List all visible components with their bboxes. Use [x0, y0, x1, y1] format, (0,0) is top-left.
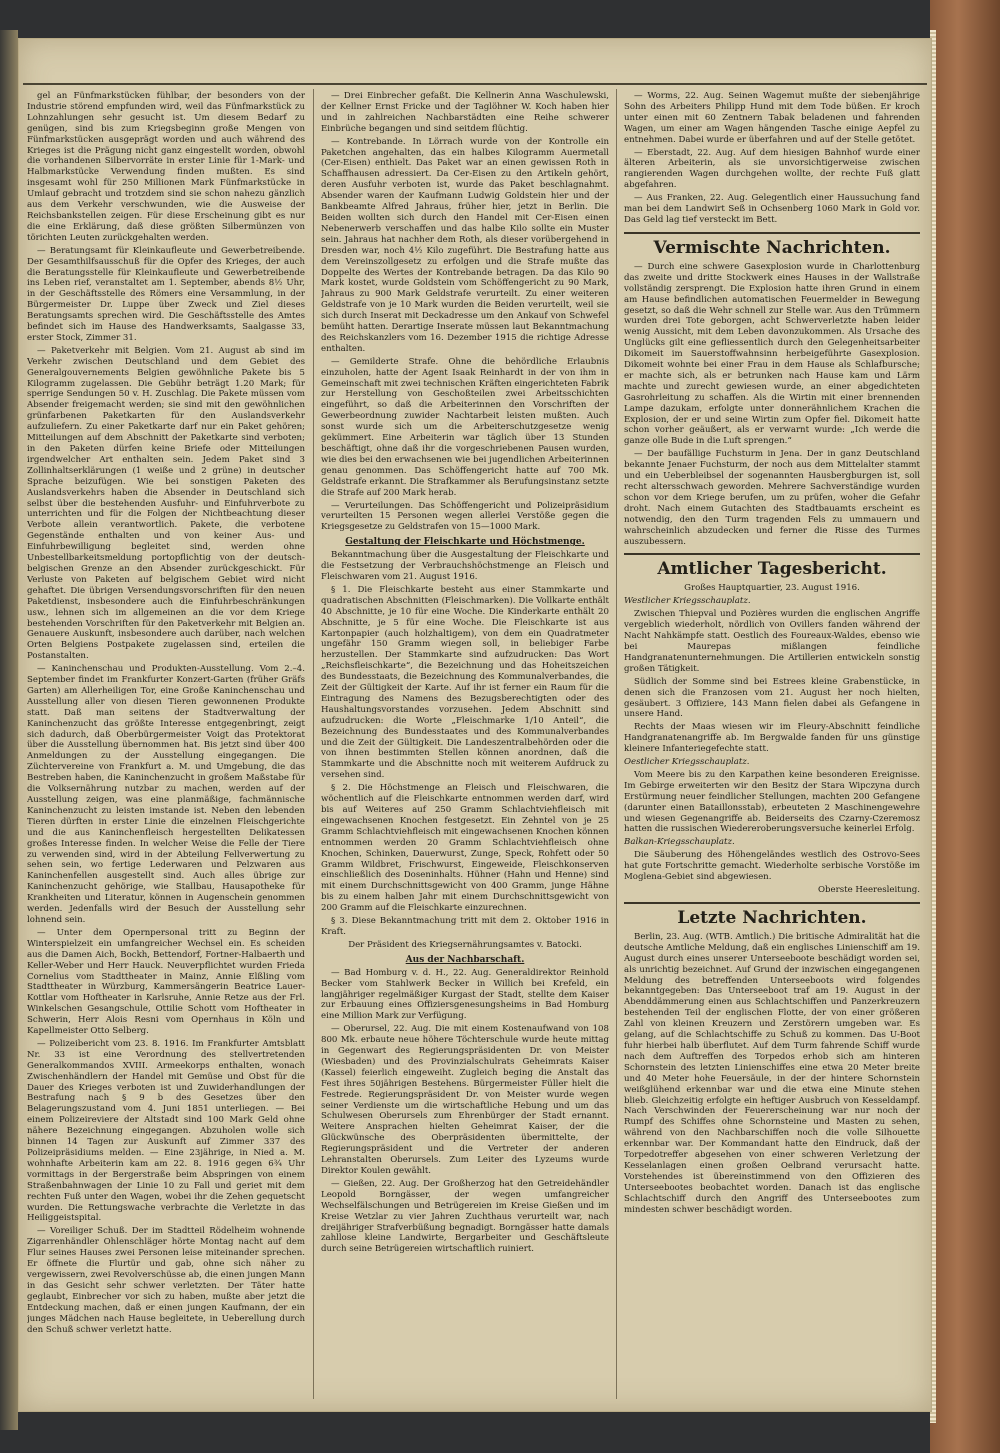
fleisch-signature: Der Präsident des Kriegsernährungsamtes v. Batocki. — [348, 939, 582, 950]
article-berlin: Berlin, 23. Aug. (WTB. Amtlich.) Die britische Admiralität hat die deutsche Amtliche Meldung, daß ein englisches Linienschiff am 19. August durch eines unserer Unterseeboote beschädigt worden sei, als unrichtig bezeichnet. Auf Grund der inzwischen eingegangenen Meldung des betreffenden Unterseeboots wird folgendes bekanntgegeben: Das Unterseeboot traf am 19. August in der Abenddämmerung einen aus Schlachtschiffen und Panzerkreuzern bestehenden Teil der englischen Flotte, der von einer größeren Zahl von kleinen Kreuzern und Zerstörern umgeben war. Es gelang, auf die Schlachtschiffe zu Schuß zu kommen. Das U-Boot fuhr hierbei halb überflutet. Auf dem Turm fahrende Schiff wurde nach dem Auftreffen des Torpedos erhob sich am hinteren Schornstein des letzten Linienschiffes eine etwa 20 Meter breite und 40 Meter hohe Feuersäule, in der der hintere Schornstein weißglühend erkennbar war und die etwa eine Minute stehen blieb. Gleichzeitig erfolgte ein heftiger Ausbruch von Kesseldampf. Nach Verschwinden der Feuererscheinung war nur noch der Rumpf des Schiffes ohne Schornsteine und Masten zu sehen, während von den Nachbarschiffen noch die volle Silhouette erkennbar war. Der Kommandant hatte den Eindruck, daß der Torpedotreffer abgesehen von einer schweren Verletzung der Kesselanlagen einen großen Oelbrand verursacht hatte. Vorstehendes ist übereinstimmend von den Offizieren des Unterseebootes beobachtet worden. Danach ist das englische Schlachtschiff durch den Angriff des Unterseebootes zum mindesten schwer beschädigt worden. — [624, 931, 920, 1215]
column-3 — [624, 91, 920, 1399]
article-fuchsturm: — Der baufällige Fuchsturm in Jena. Der in ganz Deutschland bekannte Jenaer Fuchsturm, der noch aus dem Mittelalter stammt und ein Ueberbleibsel der sogenannten Hausbergburgen ist, soll recht altersschwach geworden. Mehrere Sachverständige wurden schon vor dem Kriege berufen, um zu prüfen, woher die Gefahr droht. Nach einem Gutachten des Stadtbauamts erscheint es notwendig, den den Turm tragenden Fels zu ummauern und wahrscheinlich abzudecken und ferner die Risse des Turmes auszubessern. — [624, 449, 920, 547]
article-worms: — Worms, 22. Aug. Seinen Wagemut mußte der siebenjährige Sohn des Arbeiters Philipp Hund mit dem Tode büßen. Er kroch unter einen mit 60 Zentnern Tabak beladenen und fahrenden Wagen, um einer am Wagen hängenden Tasche einige Aepfel zu entnehmen. Dabei wurde er überfahren und auf der Stelle getötet. — [624, 91, 920, 145]
amtlich-balkan-1: Die Säuberung des Höhengeländes westlich des Ostrovo-Sees hat gute Fortschritte gemacht. Wiederholte serbische Vorstöße im Moglena-Gebiet sind abgewiesen. — [624, 850, 920, 883]
amtlich-west-3: Rechts der Maas wiesen wir im Fleury-Abschnitt feindliche Handgranatenangriffe ab. Im Bergwalde fanden für uns günstige kleinere Infanteriegefechte statt. — [624, 722, 920, 755]
article-paketverkehr: — Paketverkehr mit Belgien. Vom 21. August ab sind im Verkehr zwischen Deutschland und dem Gebiet des Generalgouvernements Belgien gewöhnliche Pakete bis 5 Kilogramm zugelassen. Die Gebühr beträgt 1.20 Mark; für sperrige Sendungen 50 v. H. Zuschlag. Die Pakete müssen vom Absender freigemacht werden; sie sind mit den gewöhnlichen grünfarbenen Paketkarten für den Auslandsverkehr aufzuliefern. Zu einer Paketkarte darf nur ein Paket gehören; Mitteilungen auf dem Abschnitt der Paketkarte sind verboten; in den Paketen dürfen keine Briefe oder Mitteilungen irgendwelcher Art enthalten sein. Jedem Paket sind 3 Zollinhaltserklärungen (1 weiße und 2 grüne) in deutscher Sprache beizufügen. Wie bei sonstigen Paketen des Auslandsverkehrs haben die Absender in Deutschland sich selbst über die bestehenden Ausfuhr- und Einfuhrverbote zu unterrichten und für die Folgen der Nichtbeachtung dieser Verbote allein verantwortlich. Pakete, die verbotene Gegenstände enthalten und von keiner Aus- und Einfuhrbewilligung begleitet sind, werden ohne Unbestellbarkeitsmeldung portopflichtig von der deutsch-belgischen Grenze an den Absender zurückgeschickt. Für Verluste von Paketen auf belgischem Gebiet wird nicht gehaftet. Die übrigen Versendungsvorschriften für den neuen Paketdienst, insbesondere auch die Einfuhrbeschränkungen usw., lehnen sich im allgemeinen an die vor dem Kriege bestehenden Vorschriften für den Paketverkehr mit Belgien an. Genauere Auskunft, insbesondere auch darüber, nach welchen Orten Belgiens Postpakete zugelassen sind, erteilen die Postanstalten. — [27, 345, 305, 662]
binding-left-edge — [0, 30, 18, 1430]
heading-letzte: Letzte Nachrichten. — [624, 902, 920, 928]
heading-vermischte: Vermischte Nachrichten. — [624, 232, 920, 258]
book-spine — [930, 0, 1000, 1453]
article-voreiliger-schuss: — Voreiliger Schuß. Der im Stadtteil Rödelheim wohnende Zigarrenhändler Ohlenschläger hörte Montag nacht auf dem Flur seines Hauses zwei Personen leise miteinander sprechen. Er öffnete die Flurtür und gab, ohne sich näher zu vergewissern, zwei Revolverschüsse ab, die einen jungen Mann in das Gesicht sehr schwer verletzten. Der Täter hatte geglaubt, Einbrecher vor sich zu haben, mußte aber jetzt die Entdeckung machen, daß er einen jungen Kaufmann, der ein junges Mädchen nach Hause begleitete, in Ueberellung durch den Schuß schwer verletzt hatte. — [27, 1226, 305, 1335]
fleisch-paragraph-1: § 1. Die Fleischkarte besteht aus einer Stammkarte und quadratischen Abschnitten (Fleischmarken). Die Vollkarte enthält 40 Abschnitte, je 10 für eine Woche. Die Kinderkarte enthält 20 Abschnitte, je 5 für eine Woche. Die Fleischkarte ist aus Kartonpapier (auch holzhaltigem), von dem ein Quadratmeter ungefähr 150 Gramm wiegen soll, in beliebiger Farbe herzustellen. Der Stammkarte sind aufzudrucken: Das Wort „Reichsfleischkarte“, die Bezeichnung und das Hoheitszeichen des Bundesstaats, die Bezeichnung des Kommunalverbandes, die Zeit der Gültigkeit der Karte. Auf ihr ist ferner ein Raum für die Eintragung des Namens des Bezugsberechtigten oder des Haushaltungsvorstandes vorzusehen. Jedem Abschnitt sind aufzudrucken: die Worte „Fleischmarke 1/10 Anteil“, die Bezeichnung des Bundesstaates und des Kommunalverbandes und die Zeit der Gültigkeit. Die Landeszentralbehörden oder die von ihnen bestimmten Stellen können anordnen, daß die Stammkarte und die Abschnitte noch mit weiterem Aufdruck zu versehen sind. — [321, 584, 609, 781]
article-einbrecher: — Drei Einbrecher gefaßt. Die Kellnerin Anna Waschulewski, der Kellner Ernst Fricke und der Taglöhner W. Koch haben hier und in zahlreichen Nachbarstädten eine Reihe schwerer Einbrüche begangen und sind seitdem flüchtig. — [321, 91, 609, 134]
column-divider — [313, 89, 314, 1399]
article-gemilderte-strafe: — Gemilderte Strafe. Ohne die behördliche Erlaubnis einzuholen, hatte der Agent Isaak Reinhardt in der von ihm in Gemeinschaft mit zwei technischen Kräften eingerichteten Fabrik zur Herstellung von Geschoßteilen zwei Arbeitsschichten eingeführt, so daß die Arbeiterinnen den Vorschriften der Gewerbeordnung zuwider Nachtarbeit leisten mußten. Auch sonst wurde sich um die Arbeiterschutzgesetze wenig gekümmert. Eine Arbeiterin war täglich über 13 Stunden beschäftigt, ohne daß ihr die vorgeschriebenen Pausen wurden, wie dies bei den erwachsenen wie bei jugendlichen Arbeiterinnen genau genommen. Das Schöffengericht hatte auf 700 Mk. Geldstrafe erkannt. Die Strafkammer als Berufungsinstanz setzte die Strafe auf 200 Mark herab. — [321, 356, 609, 498]
newspaper-page — [18, 38, 932, 1412]
amtlich-dateline: Großes Hauptquartier, 23. August 1916. — [684, 583, 860, 594]
column-divider — [616, 89, 617, 1399]
article-kaninchenschau: — Kaninchenschau und Produkten-Ausstellung. Vom 2.–4. September findet im Frankfurter Konzert-Garten (früher Gräfs Garten) am Allerheiligen Tor, eine Große Kaninchenschau und Ausstellung aller von diesen Tieren gewonnenen Produkte statt. Daß man seitens der Stadtverwaltung der Kaninchenzucht das größte Interesse entgegenbringt, zeigt sich dadurch, daß Oberbürgermeister Voigt das Protektorat über die Ausstellung übernommen hat. Bis jetzt sind über 400 Anmeldungen zu der Ausstellung eingegangen. Die Züchtervereine von Frankfurt a. M. und Umgebung, die das Bestreben haben, die Kaninchenzucht in großem Maßstabe für die Volksernährung nutzbar zu machen, werden auf der Ausstellung zeigen, was eine planmäßige, fachmännische Kaninchenzucht zu leisten imstande ist. Neben den lebenden Tieren dürften in erster Linie die einzelnen Fleischgerichte und die aus Kaninchenfleisch hergestellten Delikatessen großes Interesse finden. In welcher Weise die Felle der Tiere zu verwenden sind, wird in der Abteilung Fellverwertung zu sehen sein, wo fertige Lederwaren und Pelzwaren aus Kaninchenfellen ausgestellt sind. Auch alles übrige zur Kaninchenzucht gehörige, wie Stallbau, Hausapotheke für Krankheiten und Literatur, können in Augenschein genommen werden. Jedenfalls wird der Besuch der Ausstellung sehr lohnend sein. — [27, 664, 305, 925]
amtlich-ost-1: Vom Meere bis zu den Karpathen keine besonderen Ereignisse. Im Gebirge erweiterten wir den Besitz der Stara Wipczyna durch Erstürmung neuer feindlicher Stellungen, machten 200 Gefangene (darunter einen Bataillonsstab), erbeuteten 2 Maschinengewehre und wiesen Gegenangriffe ab. Beiderseits des Czarny-Czeremosz hatten die russischen Wiedereroberungsversuche keinerlei Erfolg. — [624, 769, 920, 835]
article-oberursel: — Oberursel, 22. Aug. Die mit einem Kostenaufwand von 108 800 Mk. erbaute neue höhere Töchterschule wurde heute mittag in Gegenwart des Regierungspräsidenten Dr. von Meister (Wiesbaden) und des Provinzialschulrats Geheimrats Kaiser (Kassel) feierlich eingeweiht. Zugleich beging die Anstalt das Fest ihres 50jährigen Bestehens. Bürgermeister Füller hielt die Festrede. Regierungspräsident Dr. von Meister wurde wegen seiner Verdienste um die wirtschaftliche Hebung und um das Schulwesen Oberursels zum Ehrenbürger der Stadt ernannt. Weitere Ansprachen hielten Geheimrat Kaiser, der die Glückwünsche des Oberpräsidenten übermittelte, der Regierungspräsident und die Vertreter der anderen Lehranstalten Oberursels. Zum Leiter des Lyzeums wurde Direktor Koulen gewählt. — [321, 1024, 609, 1176]
amtlich-west-2: Südlich der Somme sind bei Estrees kleine Grabenstücke, in denen sich die Franzosen vom 21. August her noch hielten, gesäubert. 3 Offiziere, 143 Mann fielen dabei als Gefangene in unsere Hand. — [624, 676, 920, 720]
column-1 — [27, 91, 305, 1399]
column-2 — [321, 91, 609, 1399]
amtlich-west-1: Zwischen Thiepval und Pozières wurden die englischen Angriffe vergeblich wiederholt, nördlich von Ovillers fanden während der Nacht Nahkämpfe statt. Oestlich des Foureaux-Waldes, ebenso wie bei Maurepas mißlangen feindliche Handgranatenunternehmungen. Die Artillerien entwickeln sonstig großen Tätigkeit. — [624, 609, 920, 674]
heading-nachbarschaft: Aus der Nachbarschaft. — [405, 954, 525, 965]
fleisch-paragraph-3: § 3. Diese Bekanntmachung tritt mit dem 2. Oktober 1916 in Kraft. — [321, 916, 609, 937]
article-beratungsamt: — Beratungsamt für Kleinkaufleute und Gewerbetreibende. Der Gesamthilfsausschuß für die Opfer des Krieges, der auch die Beratungsstelle für Kleinkaufleute und Gewerbetreibende ins Leben rief, veranstaltet am 1. September, abends 8½ Uhr, in der Geschäftsstelle des Römers eine Versammlung, in der Bürgermeister Dr. Luppe über Zweck und Ziel dieses Beratungsamts sprechen wird. Die Geschäftsstelle des Amtes befindet sich im Hause des Handwerksamts, Saalgasse 33, erster Stock, Zimmer 31. — [27, 245, 305, 343]
amtlich-balkan-heading: Balkan-Kriegsschauplatz. — [624, 837, 735, 848]
fleisch-paragraph-2: § 2. Die Höchstmenge an Fleisch und Fleischwaren, die wöchentlich auf die Fleischkarte entnommen werden darf, wird bis auf Weiteres auf 250 Gramm Schlachtviehfleisch mit eingewachsenen Knochen festgesetzt. Ein Zehntel von je 25 Gramm Schlachtviehfleisch mit eingewachsenen Knochen können entnommen werden 20 Gramm Schlachtviehfleisch ohne Knochen, Schinken, Dauerwurst, Zunge, Speck, Rohfett oder 50 Gramm Wildbret, Frischwurst, Eingeweide, Fleischkonserven einschließlich des Doseninhalts. Hühner (Hahn und Henne) sind mit einem Durchschnittsgewicht von 400 Gramm, junge Hähne bis zu einem halben Jahr mit einem Durchschnittsgewicht von 200 Gramm auf die Fleischkarte einzurechnen. — [321, 783, 609, 914]
article-eberstadt: — Eberstadt, 22. Aug. Auf dem hiesigen Bahnhof wurde einer älteren Arbeiterin, als sie unvorsichtigerweise zwischen rangierenden Wagen durchgehen wollte, der rechte Fuß glatt abgefahren. — [624, 147, 920, 191]
article-giessen: — Gießen, 22. Aug. Der Großherzog hat den Getreidehändler Leopold Borngässer, der wegen umfangreicher Wechselfälschungen und Betrügereien im Kreise Gießen und im Kreise Wetzlar zu vier Jahren Zuchthaus verurteilt war, nach dreijähriger Strafverbüßung begnadigt. Borngässer hatte damals zahllose kleine Landwirte, Bergarbeiter und Geschäftsleute durch seine Betrügereien wirtschaftlich ruiniert. — [321, 1178, 609, 1255]
article-fuenfmark: gel an Fünfmarkstücken fühlbar, der besonders von der Industrie störend empfunden wird, weil das Fünfmarkstück zu Lohnzahlungen sehr gesucht ist. Um diesem Bedarf zu genügen, sind bis zum Kriegsbeginn große Mengen von Fünfmarkstücken ausgeprägt worden und auch während des Krieges ist die Prägung nicht ganz eingestellt worden, obwohl die vorhandenen Silbervorräte in erster Linie für 1-Mark- und Halbmarkstücke Verwendung finden mußten. Es sind insgesamt wohl für 250 Millionen Mark Fünfmarkstücke in Umlauf gebracht und trotzdem sind sie schon nahezu gänzlich aus dem Verkehr verschwunden, wie die Ausweise der Reichsbankstellen zeigen. Für diese Erscheinung gibt es nur die eine Erklärung, daß diese größten Silbermünzen von törichten Leuten zurückgehalten werden. — [27, 91, 305, 243]
amtlich-ost-heading: Oestlicher Kriegsschauplatz. — [624, 757, 750, 768]
amtlich-west-heading: Westlicher Kriegsschauplatz. — [624, 596, 751, 607]
heading-fleischkarte: Gestaltung der Fleischkarte und Höchstmenge. — [345, 537, 585, 548]
article-opernpersonal: — Unter dem Opernpersonal tritt zu Beginn der Winterspielzeit ein umfangreicher Wechsel ein. Es scheiden aus die Damen Aich, Bockh, Bettendorf, Fortner-Halbaerth und Keller-Weber und Herr Hauck. Neuverpflichtet wurden Frieda Cornelius vom Stadttheater in Mainz, Annie Elßling vom Stadttheater in Würzburg, Kammersängerin Beatrice Lauer-Kottlar vom Hoftheater in Karlsruhe, Annie Retze aus der Frl. Winkelschen Gesangschule, Ottilie Schott vom Hoftheater in Schwerin, Herr Alois Resni vom Opernhaus in Köln und Kapellmeister Otto Selberg. — [27, 927, 305, 1037]
article-polizeibericht: — Polizeibericht vom 23. 8. 1916. Im Frankfurter Amtsblatt Nr. 33 ist eine Verordnung des stellvertretenden Generalkommandos XVIII. Armeekorps enthalten, wonach Zwischenhändlern der Handel mit Gemüse und Obst für die Dauer des Krieges verboten ist und Zuwiderhandlungen der Bestrafung nach § 9 b des Gesetzes über den Belagerungszustand vom 4. Juni 1851 unterliegen. — Bei einem Polizeireviere der Altstadt sind 100 Mark Geld ohne nähere Bezeichnung eingegangen. Abzuholen wolle sich binnen 14 Tagen zur Auskunft auf Zimmer 337 des Polizeipräsidiums melden. — Eine 23jährige, in Nied a. M. wohnhafte Arbeiterin kam am 22. 8. 1916 gegen 6¾ Uhr vormittags in der Bergerstraße beim Abspringen von einem Straßenbahnwagen der Linie 10 zu Fall und geriet mit dem rechten Fuß unter den Wagen, wobei ihr die Zehen gequetscht wurden. Die Rettungswache verbrachte die Verletzte in das Heiliggeistspital. — [27, 1038, 305, 1224]
article-franken: — Aus Franken, 22. Aug. Gelegentlich einer Haussuchung fand man bei dem Landwirt Seß in Ochsenberg 1060 Mark in Gold vor. Das Geld lag tief versteckt im Bett. — [624, 193, 920, 225]
article-kontrebande: — Kontrebande. In Lörrach wurde von der Kontrolle ein Paketchen angehalten, das ein halbes Kilogramm Auermetall (Cer-Eisen) enthielt. Das Paket war an einen gewissen Roth in Schaffhausen adressiert. Da Cer-Eisen zu den Artikeln gehört, deren Ausfuhr verboten ist, wurde das Paket beschlagnahmt. Absender waren der Kaufmann Ludwig Goldstein hier und der Bankbeamte Alfred Jahraus, früher hier, jetzt in Berlin. Die Beiden wollten sich durch den Handel mit Cer-Eisen einen Nebenerwerb verschaffen und das halbe Kilo sollte ein Muster sein. Jahraus hat nachher dem Roth, als dieser vorübergehend in Dresden war, noch 4½ Kilo zugeführt. Die Bestrafung hatte aus dem Vereinszollgesetz zu erfolgen und die Strafe mußte das Doppelte des Wertes der Kontrebande betragen. Da das Kilo 90 Mark kostet, wurde Goldstein vom Schöffengericht zu 90 Mark, Jahraus zu 900 Mark Geldstrafe verurteilt. Zu einer weiteren Geldstrafe von je 10 Mark wurden die Beiden verurteilt, weil sie sich durch Inserat mit Deckadresse um den Ankauf von Schwefel bemüht hatten. Derartige Inserate müssen laut Bekanntmachung des Reichskanzlers vom 16. Dezember 1915 die richtige Adresse enthalten. — [321, 136, 609, 354]
article-gasexplosion: — Durch eine schwere Gasexplosion wurde in Charlottenburg das zweite und dritte Stockwerk eines Hauses in der Wallstraße vollständig zersprengt. Die Explosion hatte ihren Grund in einem am Hause befindlichen automatischen Feuermelder in Bewegung gesetzt, so daß die Wehr schnell zur Stelle war. Aus den Trümmern wurden drei Tote geborgen, acht Schwerverletzte haben leider wenig Aussicht, mit dem Leben davonzukommen. Als Ursache des Unglücks gilt eine gefliessentlich durch den Gelegenheitsarbeiter Dikomeit im Sauerstoffwahnsinn herbeigeführte Gasexplosion. Dikomeit wohnte bei einer Frau in dem Hause als Schlafbursche; er machte sich, als er betrunken nach Hause kam und Lärm machte und zurecht gewiesen wurde, an einer abgedichteten Gasrohrleitung zu schaffen. Als die Wirtin mit einer brennenden Lampe dazukam, erfolgte unter donnerähnlichem Krachen die Explosion, der er und seine Wirtin zum Opfer fiel. Dikomeit hatte schon vorher geäußert, als er verwarnt wurde: „Ich werde die ganze olle Bude in die Luft sprengen.“ — [624, 261, 920, 447]
article-homburg: — Bad Homburg v. d. H., 22. Aug. Generaldirektor Reinhold Becker vom Stahlwerk Becker in Willich bei Krefeld, ein langjähriger regelmäßiger Kurgast der Stadt, stellte dem Kaiser zur Erbauung eines Offiziersgenesungsheims in Bad Homburg eine Million Mark zur Verfügung. — [321, 967, 609, 1022]
top-rule — [23, 83, 927, 85]
heading-amtlich: Amtlicher Tagesbericht. — [624, 553, 920, 579]
article-verurteilungen: — Verurteilungen. Das Schöffengericht und Polizeipräsidium verurteilten 15 Personen wegen allerlei Verstöße gegen die Kriegsgesetze zu Geldstrafen von 15—1000 Mark. — [321, 500, 609, 533]
fleisch-intro: Bekanntmachung über die Ausgestaltung der Fleischkarte und die Festsetzung der Verbrauchshöchstmenge an Fleisch und Fleischwaren vom 21. August 1916. — [321, 550, 609, 582]
amtlich-signature: Oberste Heeresleitung. — [817, 885, 920, 895]
